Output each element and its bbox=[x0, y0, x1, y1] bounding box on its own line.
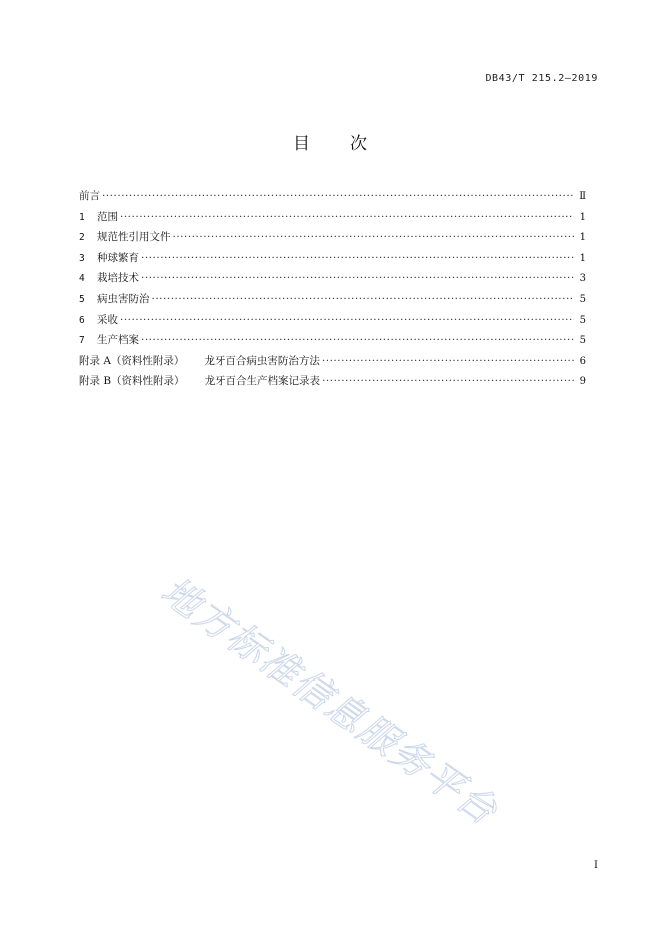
toc-leader-dots bbox=[141, 248, 574, 269]
toc-entry-scope[interactable] bbox=[79, 207, 586, 228]
toc-entry-production-records[interactable] bbox=[79, 330, 586, 351]
toc-entry-page: 6 bbox=[579, 355, 586, 367]
toc-entry-page: Ⅱ bbox=[579, 191, 586, 202]
toc-entry-page: 1 bbox=[579, 211, 586, 223]
toc-entry-normative-references[interactable] bbox=[79, 227, 586, 248]
toc-entry-bulb-propagation[interactable] bbox=[79, 248, 586, 269]
toc-leader-dots bbox=[120, 207, 574, 228]
toc-entry-page: 1 bbox=[579, 232, 586, 244]
toc-leader-dots bbox=[141, 268, 574, 289]
watermark: 地方标准信息服务平台 bbox=[153, 568, 507, 834]
toc-entry-number: 3 bbox=[79, 252, 85, 264]
toc-entry-text: 附录 B（资料性附录） bbox=[79, 375, 185, 388]
toc-leader-dots bbox=[152, 289, 575, 310]
toc-entry-annex-a[interactable] bbox=[79, 351, 586, 372]
toc-list bbox=[79, 186, 586, 392]
toc-entry-number: 7 bbox=[79, 335, 85, 347]
toc-leader-dots bbox=[120, 310, 574, 331]
toc-entry-page: 5 bbox=[579, 293, 586, 305]
toc-title bbox=[0, 129, 662, 154]
toc-entry-text: 采收 bbox=[97, 313, 118, 326]
document-code: DB43/T 215.2—2019 bbox=[485, 73, 598, 84]
toc-entry-number: 5 bbox=[79, 293, 85, 305]
toc-annex-title: 龙牙百合病虫害防治方法 bbox=[204, 354, 320, 367]
toc-entry-page: 5 bbox=[579, 335, 586, 347]
toc-entry-page: 3 bbox=[579, 273, 586, 285]
toc-entry-text: 种球繁育 bbox=[97, 251, 139, 264]
toc-leader-dots bbox=[102, 186, 574, 207]
toc-entry-page: 9 bbox=[579, 376, 586, 388]
toc-entry-annex-b[interactable] bbox=[79, 371, 586, 392]
toc-leader-dots bbox=[141, 330, 574, 351]
toc-title-part1: 目 bbox=[293, 134, 312, 154]
toc-entry-text: 范围 bbox=[97, 210, 118, 223]
toc-leader-dots bbox=[322, 351, 574, 372]
toc-entry-text: 规范性引用文件 bbox=[97, 231, 171, 244]
toc-entry-text: 生产档案 bbox=[97, 334, 139, 347]
toc-entry-number: 6 bbox=[79, 314, 85, 326]
toc-entry-page: 1 bbox=[579, 252, 586, 264]
page-number: I bbox=[594, 860, 598, 871]
toc-entry-cultivation[interactable] bbox=[79, 268, 586, 289]
toc-entry-harvest[interactable] bbox=[79, 310, 586, 331]
toc-entry-page: 5 bbox=[579, 314, 586, 326]
toc-entry-foreword[interactable] bbox=[79, 186, 586, 207]
toc-entry-number: 4 bbox=[79, 273, 85, 285]
toc-entry-text: 前言 bbox=[79, 190, 100, 202]
toc-title-part2: 次 bbox=[350, 134, 369, 154]
toc-entry-text: 栽培技术 bbox=[97, 272, 139, 285]
toc-entry-text: 病虫害防治 bbox=[97, 292, 150, 305]
toc-leader-dots bbox=[173, 227, 575, 248]
toc-entry-text: 附录 A（资料性附录） bbox=[79, 354, 185, 367]
toc-leader-dots bbox=[322, 371, 574, 392]
toc-entry-number: 1 bbox=[79, 211, 85, 223]
toc-annex-title: 龙牙百合生产档案记录表 bbox=[204, 375, 321, 388]
toc-entry-number: 2 bbox=[79, 232, 85, 244]
toc-entry-pest-control[interactable] bbox=[79, 289, 586, 310]
